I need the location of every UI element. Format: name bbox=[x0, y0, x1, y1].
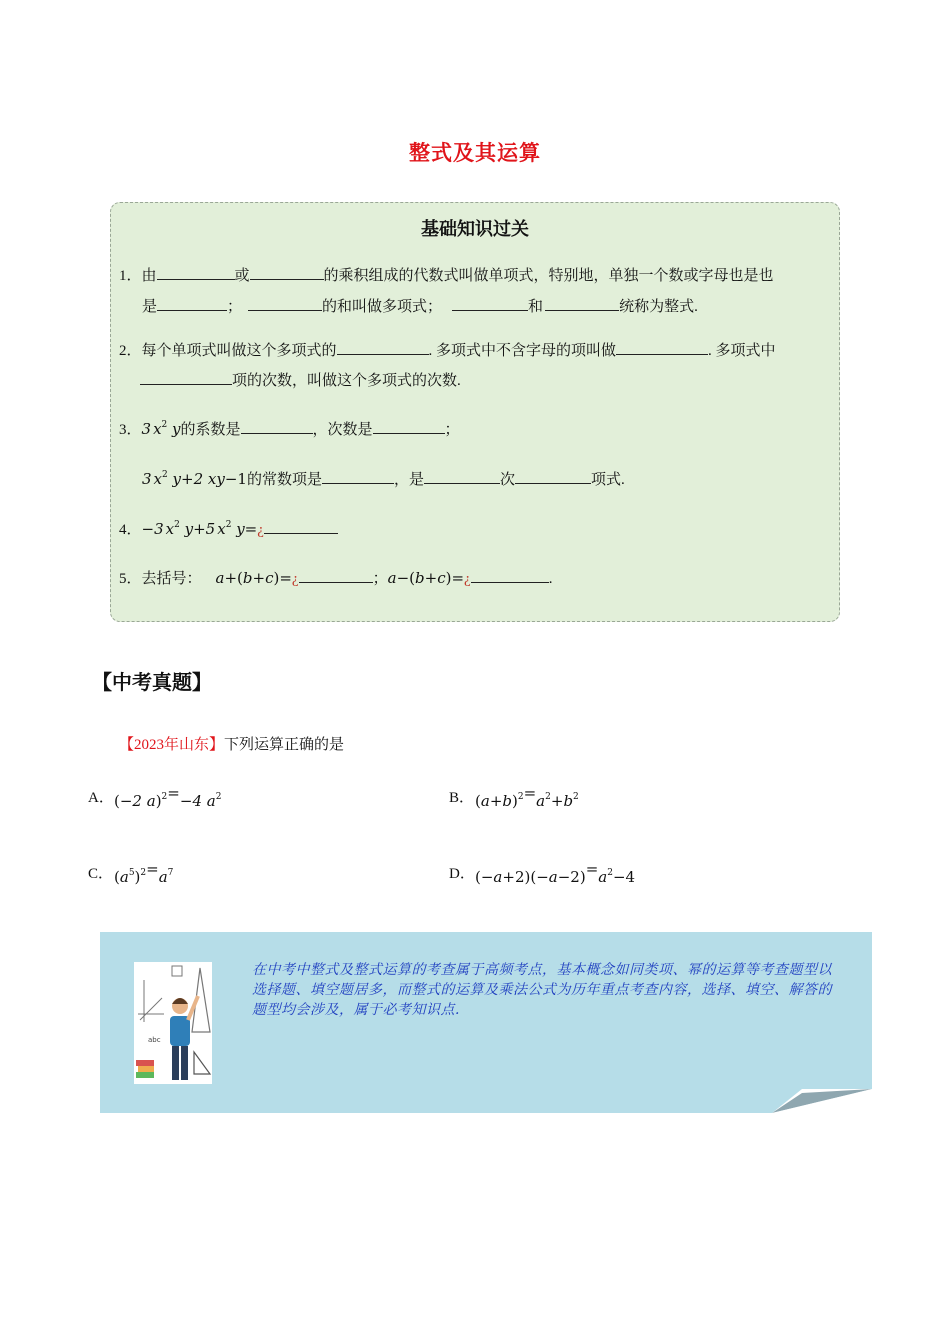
blank bbox=[452, 297, 528, 311]
item-3-text-g: 项式. bbox=[591, 472, 625, 488]
blank bbox=[140, 371, 232, 385]
item-3-text-e: ，是 bbox=[393, 472, 424, 488]
blank bbox=[616, 341, 708, 355]
item-2-text-d: 项的次数，叫做这个多项式的次数. bbox=[232, 373, 461, 389]
page-title: 整式及其运算 bbox=[409, 141, 541, 165]
blank bbox=[424, 470, 500, 484]
blank bbox=[250, 266, 324, 280]
blank bbox=[264, 520, 338, 534]
option-d-expr: $(-a+2)(-a-2)=a^2-4$ bbox=[475, 860, 636, 886]
item-3-text-a: 的系数是 bbox=[180, 422, 241, 438]
item-3-line-1 bbox=[119, 419, 460, 442]
item-4-line bbox=[119, 519, 338, 542]
option-a-label: A． bbox=[88, 790, 114, 806]
item-1-text-b: 或 bbox=[234, 268, 250, 284]
item-1-text-c: 的乘积组成的代数式叫做单项式，特别地，单独一个数或字母也是也 bbox=[323, 268, 774, 284]
item-2-text-a: 2．每个单项式叫做这个多项式的 bbox=[119, 343, 337, 359]
option-c-expr: $(a^5)^2=a^7$ bbox=[114, 860, 174, 886]
option-a-expr: (−2 a)$^2$=−4 $a^2$ bbox=[114, 784, 222, 810]
blank bbox=[299, 569, 373, 583]
item-2-text-b: . 多项式中不含字母的项叫做 bbox=[428, 343, 617, 359]
item-3-line-2 bbox=[142, 469, 625, 492]
option-b-label: B． bbox=[449, 790, 475, 806]
item-1-text-d: 是 bbox=[142, 299, 158, 315]
item-5-expr-2: a−(b+c)= bbox=[387, 569, 465, 587]
item-5-end: . bbox=[548, 571, 553, 587]
blank bbox=[373, 420, 445, 434]
item-3-prefix: 3． bbox=[119, 422, 142, 438]
blank bbox=[322, 470, 394, 484]
item-2-line-2 bbox=[140, 371, 461, 391]
question-stem-line bbox=[119, 733, 344, 754]
item-4-placeholder-char: ¿ bbox=[257, 522, 264, 538]
item-3-expr-2: 3 $x^2$ y+2 xy−1 bbox=[142, 470, 247, 488]
item-3-text-d: 的常数项是 bbox=[246, 472, 322, 488]
section-heading: 【中考真题】 bbox=[92, 672, 212, 694]
item-5-line bbox=[119, 568, 552, 589]
item-5-placeholder-char-1: ¿ bbox=[291, 571, 299, 587]
item-1-line-1 bbox=[119, 266, 774, 286]
question-source-tag: 【2023年山东】 bbox=[119, 737, 225, 753]
blank bbox=[157, 297, 227, 311]
option-d-label: D． bbox=[449, 866, 475, 882]
item-1-line-2 bbox=[142, 297, 698, 317]
item-3-expr-1: 3 $x^2$ y bbox=[141, 420, 181, 438]
item-2-line-1 bbox=[119, 341, 776, 361]
svg-text:abc: abc bbox=[148, 1036, 161, 1044]
tip-text: 在中考中整式及整式运算的考查属于高频考点，基本概念如同类项、幂的运算等考查题型以选择题、填空题居多，而整式的运算及乘法公式为历年重点考查内容，选择、填空、解答的题型均会涉及，属于必考知识点. bbox=[252, 962, 832, 1018]
teacher-icon bbox=[134, 962, 212, 1084]
blank bbox=[337, 341, 429, 355]
blank bbox=[241, 420, 313, 434]
item-1-text-a: 1．由 bbox=[119, 268, 157, 284]
item-1-text-h: 统称为整式. bbox=[619, 299, 698, 315]
item-1-text-e: ； bbox=[227, 299, 243, 315]
blank bbox=[157, 266, 235, 280]
blank bbox=[545, 297, 619, 311]
blank bbox=[471, 569, 549, 583]
item-5-placeholder-char-2: ¿ bbox=[464, 571, 471, 587]
item-5-expr-1: a+(b+c)= bbox=[215, 569, 292, 587]
item-5-separator: ； bbox=[372, 571, 388, 587]
item-1-text-g: 和 bbox=[528, 299, 544, 315]
knowledge-heading: 基础知识过关 bbox=[421, 219, 529, 239]
item-3-text-b: ，次数是 bbox=[312, 422, 373, 438]
item-3-text-c: ； bbox=[444, 422, 460, 438]
teacher-illustration bbox=[134, 962, 212, 1084]
question-stem: 下列运算正确的是 bbox=[224, 737, 345, 753]
item-5-prefix: 5．去括号： bbox=[119, 571, 202, 587]
knowledge-box bbox=[110, 202, 840, 622]
option-c-label: C． bbox=[88, 866, 114, 882]
item-1-text-f: 的和叫做多项式； bbox=[322, 299, 443, 315]
item-4-prefix: 4． bbox=[119, 522, 142, 538]
tip-box bbox=[100, 932, 872, 1113]
blank bbox=[515, 470, 591, 484]
item-3-text-f: 次 bbox=[499, 472, 515, 488]
item-4-expr: −3 $x^2$ y+5 $x^2$ y= bbox=[141, 520, 258, 538]
blank bbox=[248, 297, 322, 311]
item-2-text-c: . 多项式中 bbox=[708, 343, 776, 359]
page-fold-icon bbox=[772, 1089, 872, 1113]
option-b-expr: $(a+b)^2=a^2+b^2$ bbox=[475, 784, 579, 810]
